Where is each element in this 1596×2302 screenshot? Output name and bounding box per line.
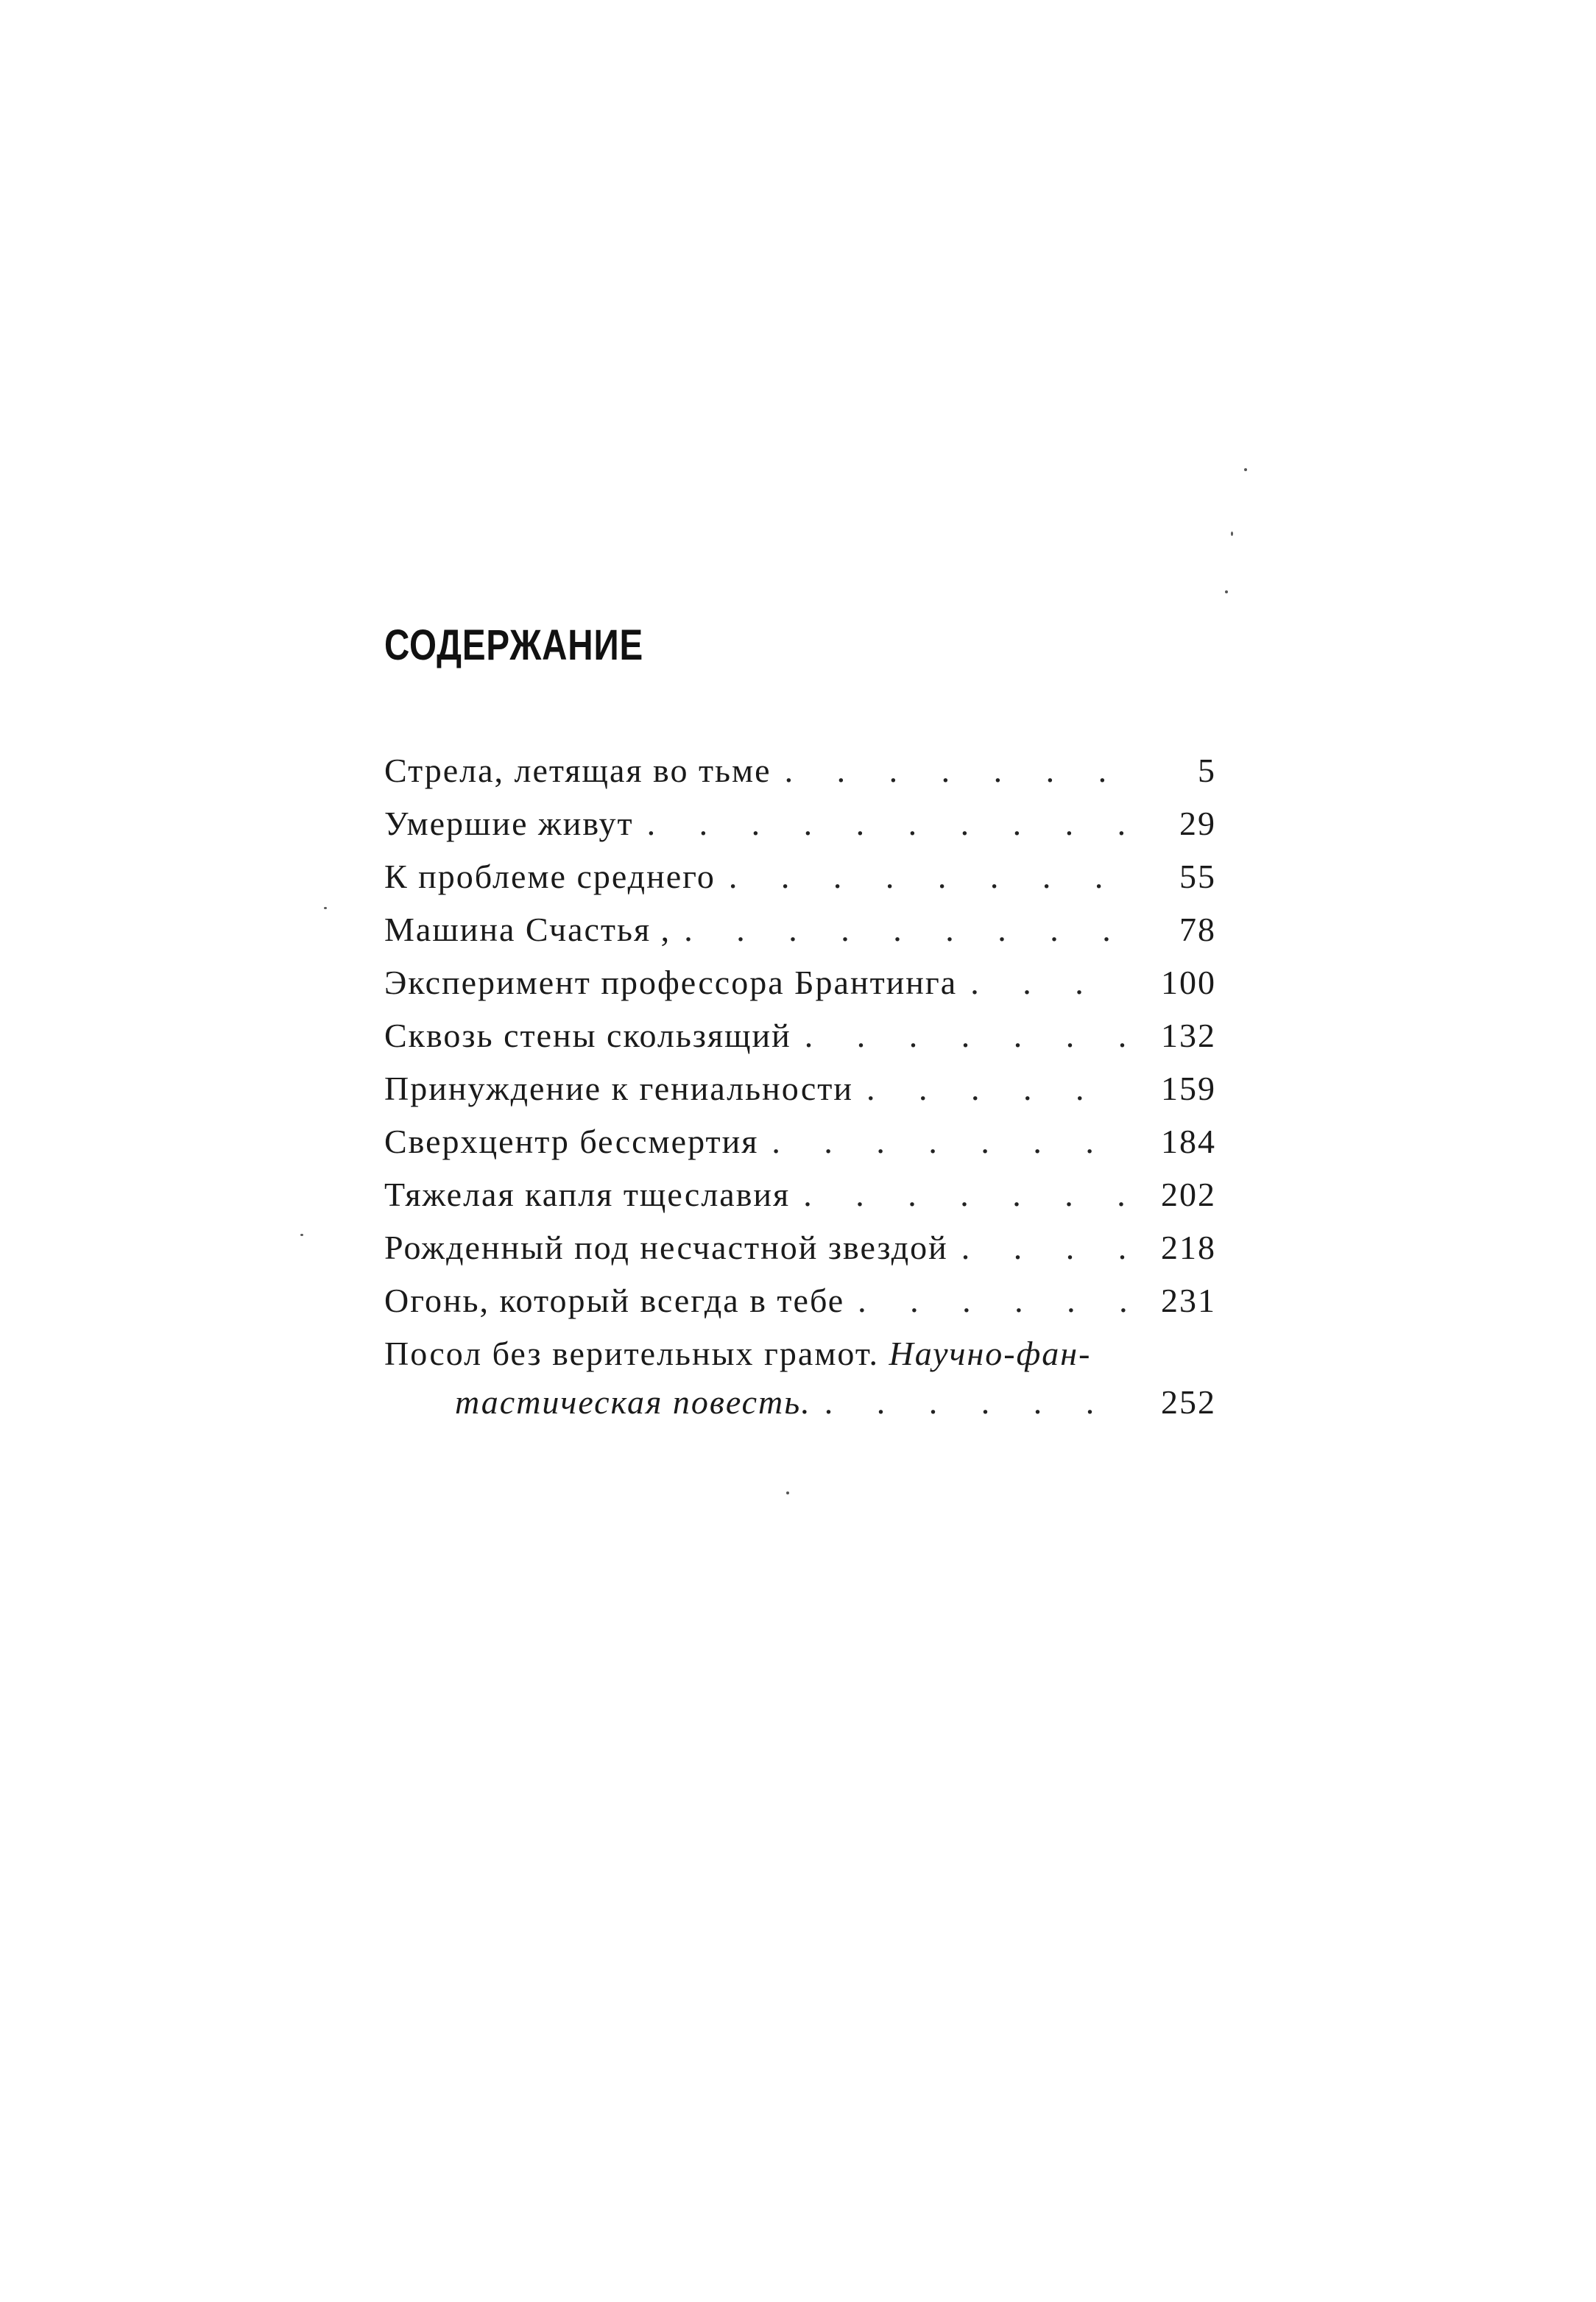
toc-entry-page: 132 — [1161, 1017, 1216, 1054]
dot-leader — [684, 910, 1128, 949]
toc-entry-title: Эксперимент профессора Брантинга — [384, 964, 958, 1001]
dot-leader — [866, 1069, 1128, 1108]
toc-entry-page: 100 — [1161, 964, 1216, 1001]
toc-entry-title: Сквозь стены скользящий — [384, 1017, 791, 1054]
toc-entry-page: 159 — [1161, 1070, 1216, 1107]
paper-speck — [324, 907, 327, 909]
toc-list — [384, 751, 1216, 1436]
dot-leader — [970, 963, 1128, 1002]
paper-speck — [1225, 590, 1228, 593]
toc-entry — [384, 804, 1216, 857]
toc-entry — [384, 751, 1216, 804]
toc-entry-title: Сверхцентр бессмертия — [384, 1123, 759, 1160]
toc-entry-title: Огонь, который всегда в тебе — [384, 1282, 845, 1319]
toc-entry-page: 184 — [1161, 1123, 1216, 1160]
toc-entry-title: Тяжелая капля тщеславия — [384, 1176, 791, 1213]
toc-entry — [384, 857, 1216, 910]
toc-entry-page: 78 — [1179, 911, 1216, 948]
paper-speck — [786, 1491, 789, 1494]
toc-entry-page: 202 — [1161, 1176, 1216, 1213]
dot-leader — [803, 1175, 1128, 1214]
dot-leader — [961, 1228, 1128, 1267]
toc-entry — [384, 963, 1216, 1016]
toc-entry — [384, 1016, 1216, 1069]
dot-leader — [805, 1016, 1128, 1055]
toc-entry — [384, 1069, 1216, 1122]
dot-leader — [785, 751, 1128, 790]
toc-entry-page: 29 — [1179, 805, 1216, 842]
dot-leader — [771, 1122, 1128, 1161]
toc-entry-multiline — [384, 1334, 1216, 1436]
toc-entry-page: 218 — [1161, 1229, 1216, 1266]
toc-entry — [384, 1228, 1216, 1281]
toc-entry-title: Рожденный под несчастной звездой — [384, 1229, 948, 1266]
toc-entry-title: К проблеме среднего — [384, 858, 716, 895]
toc-entry-page: 5 — [1198, 752, 1216, 789]
toc-entry-second-line — [384, 1383, 1216, 1436]
dot-leader — [729, 857, 1128, 896]
paper-speck — [1231, 532, 1233, 536]
toc-heading: СОДЕРЖАНИЕ — [384, 621, 644, 669]
toc-entry-subtitle-continued: тастическая повесть. — [455, 1383, 811, 1421]
dot-leader — [825, 1383, 1128, 1422]
toc-entry — [384, 1281, 1216, 1334]
toc-entry-title: Умершие живут — [384, 805, 634, 842]
toc-entry-page: 252 — [1161, 1383, 1216, 1421]
toc-entry — [384, 910, 1216, 963]
paper-speck — [1244, 468, 1247, 471]
toc-entry-first-line — [384, 1334, 1216, 1383]
toc-entry-title: Машина Счастья , — [384, 911, 671, 948]
toc-entry-page: 231 — [1161, 1282, 1216, 1319]
dot-leader — [858, 1281, 1128, 1320]
toc-entry — [384, 1175, 1216, 1228]
toc-entry-title: Стрела, летящая во тьме — [384, 752, 771, 789]
dot-leader — [647, 804, 1128, 843]
toc-entry-title: Посол без верительных грамот. — [384, 1335, 879, 1372]
toc-entry — [384, 1122, 1216, 1175]
toc-entry-subtitle: Научно-фан- — [889, 1335, 1092, 1372]
toc-entry-title: Принуждение к гениальности — [384, 1070, 854, 1107]
toc-entry-page: 55 — [1179, 858, 1216, 895]
paper-speck — [300, 1234, 303, 1236]
